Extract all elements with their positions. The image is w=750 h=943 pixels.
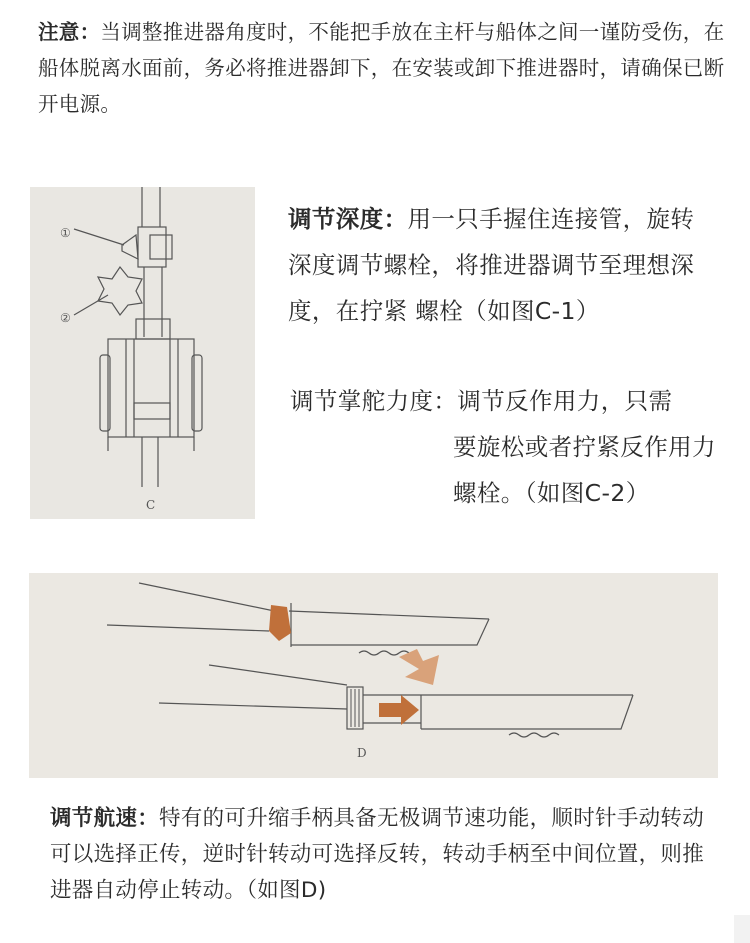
- figure-c-drawing: [30, 187, 255, 519]
- notice-text: 当调整推进器角度时，不能把手放在主杆与船体之间一谨防受伤，在船体脱离水面前，务必将推进器卸下，在安装或卸下推进器时，请确保已断开电源。: [38, 20, 725, 116]
- callout-2: ②: [60, 311, 71, 325]
- speed-paragraph: [50, 801, 720, 909]
- figure-d-caption: D: [357, 746, 367, 760]
- scrollbar[interactable]: [734, 915, 750, 943]
- figure-c: [30, 187, 255, 519]
- depth-paragraph: [288, 196, 718, 334]
- diagonal-arrow-icon: [399, 649, 439, 685]
- figure-d: [29, 573, 718, 778]
- speed-text: 特有的可升缩手柄具备无极调节速功能，顺时针手动转动可以选择正传，逆时针转动可选择反转，转动手柄至中间位置，则推进器自动停止转动。（如图D): [50, 806, 705, 903]
- steering-body: 要旋松或者拧紧反作用力螺栓。（如图C-2）: [453, 433, 716, 507]
- depth-label: 调节深度：: [288, 205, 408, 233]
- speed-label: 调节航速：: [50, 806, 160, 831]
- figure-d-drawing: [29, 573, 718, 778]
- right-arrow-icon: [379, 695, 419, 725]
- notice-paragraph: [38, 14, 728, 122]
- notice-label: 注意：: [38, 20, 101, 44]
- steering-heading: 调节掌舵力度：调节反作用力，只需: [290, 387, 673, 415]
- rotation-band: [269, 605, 291, 641]
- depth-text: 用一只手握住连接管，旋转深度调节螺栓，将推进器调节至理想深度，在拧紧 螺栓（如图C-1）: [288, 205, 695, 325]
- callout-1: ①: [60, 226, 71, 240]
- figure-c-caption: C: [146, 498, 156, 512]
